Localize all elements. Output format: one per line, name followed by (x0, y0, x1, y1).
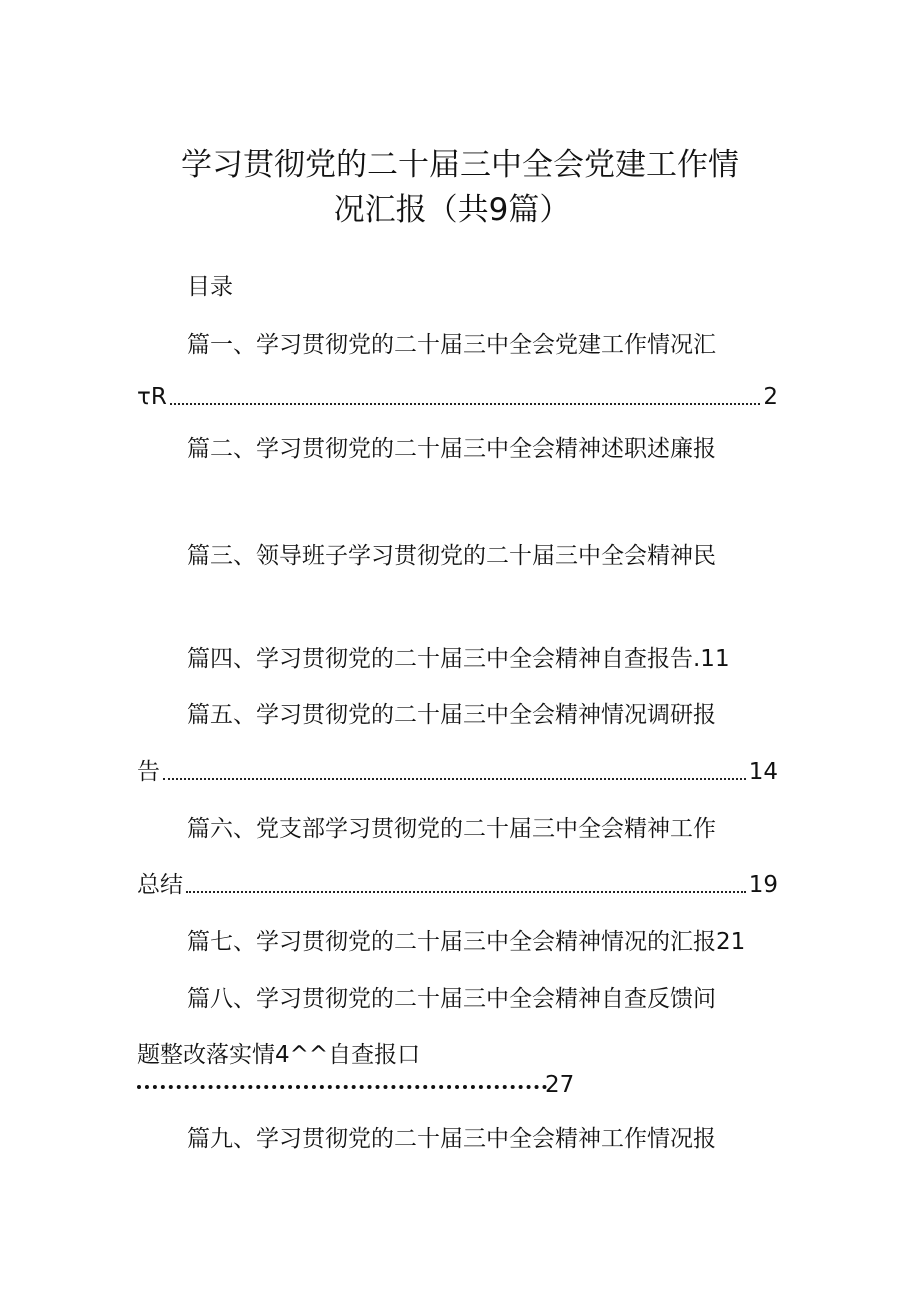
toc-item-5-page: 14 (748, 759, 778, 785)
toc-item-8-page: 27 (545, 1072, 575, 1098)
toc-item-6-leader-row[interactable] (137, 870, 778, 900)
toc-item-1-dot-leader (170, 402, 761, 405)
toc-item-5-leader-row[interactable] (137, 757, 778, 787)
toc-item-5-dot-leader (163, 777, 746, 780)
toc-item-6-dot-leader (186, 890, 746, 893)
toc-item-1-page: 2 (763, 384, 778, 410)
toc-item-1-leader-row[interactable] (137, 382, 778, 412)
document-title-line-1: 学习贯彻党的二十届三中全会党建工作情 (181, 147, 739, 183)
toc-item-1-continuation: τR (137, 384, 167, 410)
toc-item-5-continuation: 告 (137, 759, 160, 785)
toc-item-3-title[interactable]: 篇三、领导班子学习贯彻党的二十届三中全会精神民 (187, 543, 716, 569)
toc-item-4-title[interactable]: 篇四、学习贯彻党的二十届三中全会精神自查报告.11 (187, 646, 730, 672)
toc-item-5-title[interactable]: 篇五、学习贯彻党的二十届三中全会精神情况调研报 (187, 702, 716, 728)
toc-item-8-bullet-leader (137, 1085, 547, 1089)
toc-heading: 目录 (187, 274, 233, 300)
toc-item-9-title[interactable]: 篇九、学习贯彻党的二十届三中全会精神工作情况报 (187, 1126, 716, 1152)
toc-item-6-continuation: 总结 (137, 872, 183, 898)
toc-item-6-title[interactable]: 篇六、党支部学习贯彻党的二十届三中全会精神工作 (187, 816, 716, 842)
toc-item-1-title[interactable]: 篇一、学习贯彻党的二十届三中全会党建工作情况汇 (187, 332, 716, 358)
toc-item-7-title[interactable]: 篇七、学习贯彻党的二十届三中全会精神情况的汇报21 (187, 929, 746, 955)
toc-item-2-title[interactable]: 篇二、学习贯彻党的二十届三中全会精神述职述廉报 (187, 436, 716, 462)
toc-item-8-continuation[interactable]: 题整改落实情4^^自查报口 (137, 1042, 421, 1068)
document-title-line-2: 况汇报（共9篇） (333, 192, 571, 228)
toc-item-8-dot-leader (137, 1070, 547, 1100)
toc-item-6-page: 19 (748, 872, 778, 898)
toc-item-8-title[interactable]: 篇八、学习贯彻党的二十届三中全会精神自查反馈问 (187, 986, 716, 1012)
